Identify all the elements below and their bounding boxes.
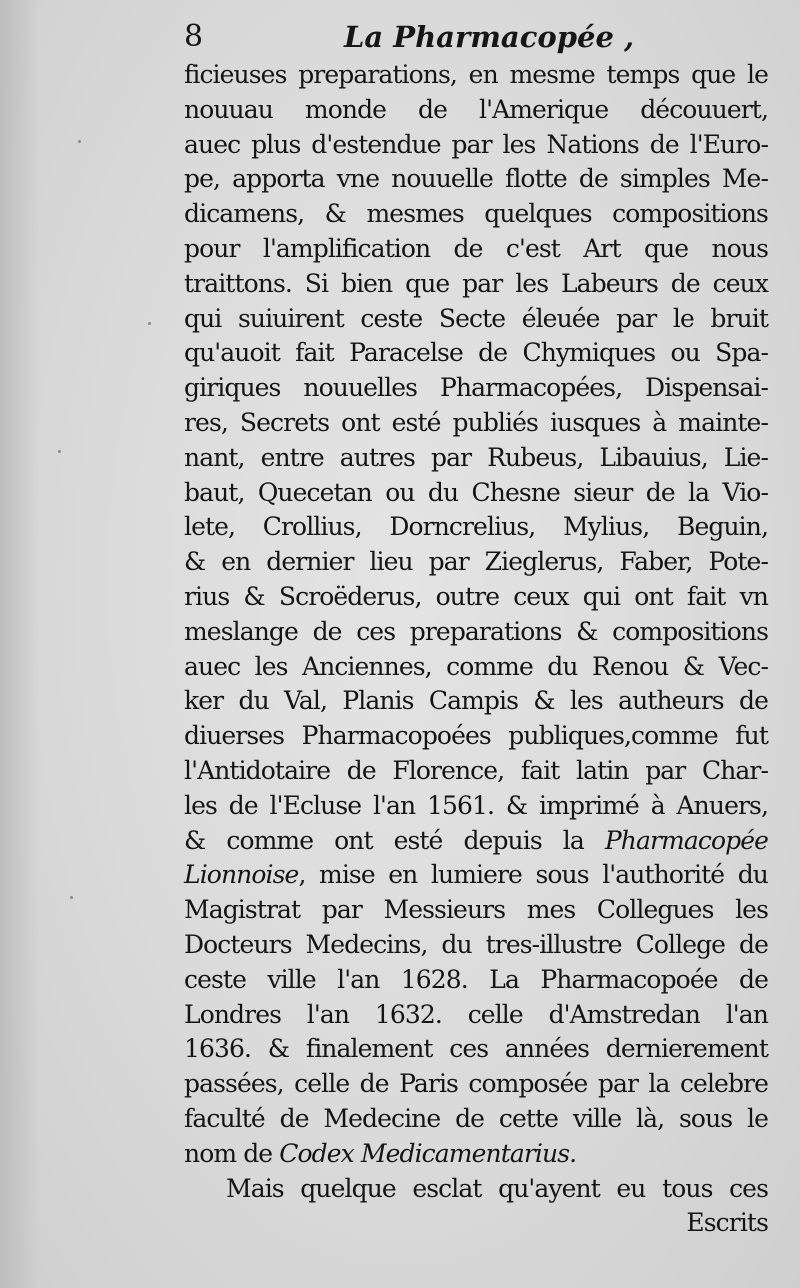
page-number: 8 — [184, 19, 204, 54]
text-line: les de l'Ecluse l'an 1561. & imprimé à Anuers, — [184, 790, 768, 820]
paper-speck — [70, 896, 73, 899]
text-line: qui suiuirent ceste Secte éleuée par le bruit — [184, 303, 768, 333]
italic-title-lionnoise: Lionnoise — [184, 860, 299, 890]
italic-title-pharmacopee: Pharmacopée — [604, 825, 768, 855]
text-line: Docteurs Medecins, du tres-illustre College de — [184, 929, 768, 959]
binding-shadow — [0, 0, 40, 1288]
text-run: , mise en lumiere sous l'authorité du — [298, 860, 768, 890]
text-line — [184, 824, 768, 859]
text-line: Magistrat par Messieurs mes Collegues les — [184, 895, 768, 925]
text-line — [184, 858, 768, 893]
italic-title-codex: Codex Medicamentarius. — [279, 1138, 577, 1168]
catchword: Escrits — [686, 1208, 768, 1238]
text-line: & en dernier lieu par Zieglerus, Faber, Pote- — [184, 547, 768, 577]
text-line: passées, celle de Paris composée par la celebre — [184, 1069, 768, 1099]
paragraph-last-line — [184, 1137, 768, 1172]
text-line: pour l'amplification de c'est Art que nous — [184, 233, 768, 263]
text-line: meslange de ces preparations & compositions — [184, 616, 768, 646]
text-line: giriques nouuelles Pharmacopées, Dispensai- — [184, 373, 768, 403]
running-head: La Pharmacopée , — [344, 20, 635, 54]
text-line: lete, Crollius, Dorncrelius, Mylius, Beguin, — [184, 512, 768, 542]
new-paragraph-line: Mais quelque esclat qu'ayent eu tous ces — [226, 1173, 768, 1203]
text-line: nant, entre autres par Rubeus, Libauius, Lie- — [184, 442, 768, 472]
text-line: diuerses Pharmacopoées publiques,comme fut — [184, 721, 768, 751]
text-line: pe, apporta vne nouuelle flotte de simples Me- — [184, 164, 768, 194]
text-run: nom de — [184, 1138, 280, 1168]
text-line: dicamens, & mesmes quelques compositions — [184, 199, 768, 229]
text-line: qu'auoit fait Paracelse de Chymiques ou Spa- — [184, 338, 768, 368]
text-line: res, Secrets ont esté publiés iusques à mainte- — [184, 407, 768, 437]
paper-speck — [148, 322, 151, 325]
text-line: ficieuses preparations, en mesme temps que le — [184, 60, 768, 89]
text-line: l'Antidotaire de Florence, fait latin par Char- — [184, 755, 768, 785]
text-line: 1636. & finalement ces années dernierement — [184, 1034, 768, 1064]
text-line: ceste ville l'an 1628. La Pharmacopoée de — [184, 964, 768, 994]
text-line: traittons. Si bien que par les Labeurs de ceux — [184, 268, 768, 298]
text-line: auec les Anciennes, comme du Renou & Vec- — [184, 651, 768, 681]
text-line: nouuau monde de l'Amerique découuert, — [184, 94, 768, 124]
text-line: baut, Quecetan ou du Chesne sieur de la Vio- — [184, 477, 768, 507]
text-line: Londres l'an 1632. celle d'Amstredan l'an — [184, 999, 768, 1029]
page-header — [184, 14, 635, 58]
text-line: rius & Scroëderus, outre ceux qui ont fait vn — [184, 581, 768, 611]
body-text — [184, 58, 768, 1241]
paper-speck — [58, 450, 61, 453]
text-line: ker du Val, Planis Campis & les autheurs de — [184, 686, 768, 716]
text-run: & comme ont esté depuis la — [184, 825, 605, 855]
text-line: faculté de Medecine de cette ville là, sous le — [184, 1103, 768, 1133]
paper-speck — [78, 140, 81, 143]
text-line: auec plus d'estendue par les Nations de l'Euro- — [184, 129, 768, 159]
